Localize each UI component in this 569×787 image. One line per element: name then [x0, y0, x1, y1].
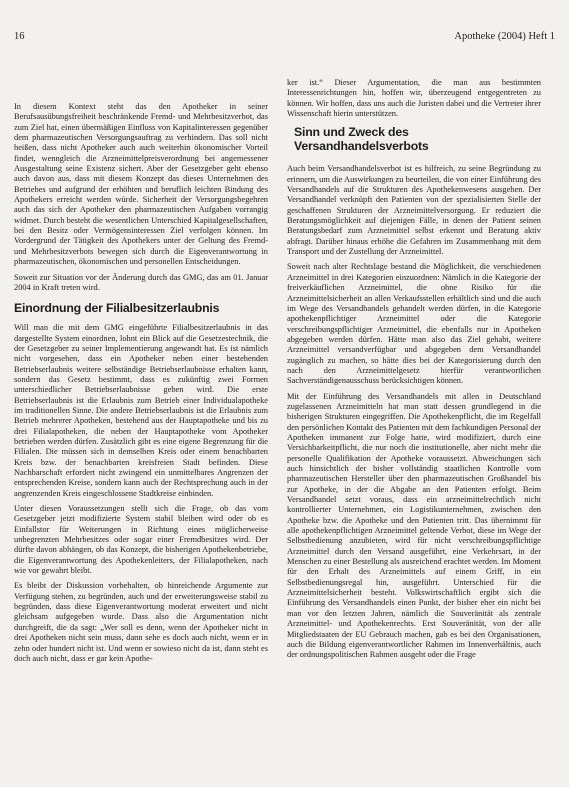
body-paragraph: Mit der Einführung des Versandhandels mit allen in Deutschland zugelassenen Arzneimitteln hat man statt dessen grundlegend in die bisherigen Strukturen eingegriffen. Die Apothekenpflicht, die im Regelfall den persönlichen Kontakt des Patienten mit dem fachkundigen Personal der Apotheken immanent zur Folge hatte, wird modifiziert, durch eine Versichbarkeitpflicht, die nur noch die institutionelle, aber nicht mehr die personelle Qualifikation der Apotheke voraussetzt. Abweichungen sich auch hinsichtlich der bisher vollständig staatlichen Kontrolle vom pharmazeutischen Hersteller über den pharmazeutischen Großhandel bis zur Apotheke, in der die Abgabe an den Patienten erfolgt. Beim Versandhandel setzt voraus, dass ein arzneimittelrechtlich nicht kontrollierter Unternehmen, ein Logistikunternehmen, zwischen den Apotheke bzw. die Apotheke und den Patienten tritt. Das übernimmt für alle apothekenpflichtigen Arzneimittel geltende Verbot, diese im Wege der Selbstbedienung anzubieten, wird für nicht verschreibungspflichtige Arzneimittel durch den Versand ausgeführt, eine Verkehrsart, in der Menschen zu einer Bestellung als ausreichend erachtet werden. Im Moment für den Erhalt des Arzneimittels auf einem Griff, in ein Selbstbedienungsregal hin, ausgeführt. Unterschied für die Arzneimittelsicherheit besteht. Volkswirtschaftlich ergibt sich die Einführung des Versandhandels einen Punkt, der bisher eher ein nicht bei man vor den letzten Jahren, nämlich die Souveränität als zentrale Arzneimittel- und Apothekenrechts. Erst Souveränität, von der alle Mitgliedstaaten der EU Gebrauch machen, gab es bei den Organisationen, auch die Bildung eigenverantwortlicher Rahmen im Innenverhältnis, auch der ordnungspolitischen Rahmen ausgeht oder die Frage — [287, 391, 541, 660]
section-heading: Sinn und Zweck des Versandhandelsverbots — [294, 125, 429, 154]
left-column — [14, 102, 268, 669]
body-paragraph: ker ist.“ Dieser Argumentation, die man aus bestimmten Interessenrichtungen hin, hoffen wir, überzeugend entgegentreten zu können. Wir hoffen, dass uns auch die Juristen dabei und die Vertreter ihrer Wissenschaft hierin unterstützen. — [287, 78, 541, 119]
body-paragraph: In diesem Kontext steht das den Apotheker in seiner Berufsausübungsfreiheit beschränkende Fremd- und Mehrbesitzverbot, das zum Ziel hat, einen übermäßigen Einfluss von Kapitalinteressen gegenüber dem pharmazeutischen Versorgungsauftrag zu verhindern. Das soll nicht heißen, dass nicht Apotheker auch auch weiterhin ökonomischer Vorteil findet, wenngleich die Arzneimittelpreisverordnung bei angemessener Ausgestaltung seine Existenz sichert. Aber der Gesetzgeber geht ebenso auch davon aus, dass mit diesem Konzept das dieses Unternehmen des Betriebes und aufgrund der erhöhten und beruflich leichten Bindung des Apothekers erreicht werden würde. Sicherheit der Versorgungsbegehren auch das sich der Apotheker den pharmazeutischen Aufgaben vorrangig widmet. Durch besteht die wesentlichen Unterschied Kapitalgesellschaften, bei den Besitz oder Vermögensinteressen Ziel verfolgen können. Im Vordergrund der Tätigkeit des Apothekers unter der Geltung des Fremd- und Mehrbesitzverbots bewegen sich durch die Eigenverantwortung in pharmazeutischen, ökonomischen und personellen Entscheidungen. — [14, 102, 268, 267]
body-paragraph: Es bleibt der Diskussion vorbehalten, ob hinreichende Argumente zur Verfügung stehen, zu begründen, auch und der erweiterungsweise stabil zu begründen, dass diese Eigenverantwortung moderat erweitert und nicht gleichsam aufgegeben wurde. Dass also die Argumentation nicht durchgreift, die da sagt: „Wer soll es denn, wenn der Apotheker nicht in drei Apotheken nicht sein muss, dann sehe es doch auch nicht, wenn er in zehn oder hundert nicht ist. Und wenn er sowieso nicht da ist, dann steht es doch auch nicht, dass er gar kein Apothe- — [14, 581, 268, 663]
section-heading: Einordnung der Filialbesitzerlaubnis — [14, 301, 220, 316]
body-paragraph: Unter diesen Voraussetzungen stellt sich die Frage, ob das vom Gesetzgeber jetzt modifizierte System stabil bleiben wird oder ob es Einfallstor für Weiterungen in Richtung eines möglicherweise unbegrenzten Mehrbesitzes oder sogar einer Fremdbesitzes wird. Der dürfte davon abhängen, ob das Konzept, die bisherigen Apothekenbetriebe, die Eigenverantwortung des Apothekenleiters, der Filialapotheken, nach wie vor gewahrt bleibt. — [14, 504, 268, 576]
journal-reference: Apotheke (2004) Heft 1 — [454, 31, 555, 42]
body-paragraph: Auch beim Versandhandelsverbot ist es hilfreich, zu seine Begründung zu erinnern, um die Auswirkungen zu beurteilen, die von einer Einführung des Versandhandels auf die Strukturen des Apothekenwesens ausgehen. Der Versandhandel verknüpft den Patienten von der spezialisierten Stelle der geschaffenen Strukturen der Arzneimittelversorgung. Er reduziert die Beratungsmöglichkeit auf diejenigen Fälle, in denen der Patient seinen Beratungsbedarf zum Arzneimittel selbst erkennt und Beratung aktiv abfragt. Darüber hinaus erhöhe die Gefahren im Zusammenhang mit dem Transport und der Zustellung der Arzneimittel. — [287, 164, 541, 257]
page-header — [14, 31, 555, 47]
page-number: 16 — [14, 31, 25, 42]
body-paragraph: Will man die mit dem GMG eingeführte Filialbesitzerlaubnis in das dargestellte System einordnen, lohnt ein Blick auf die Gesetzestechnik, die der Gesetzgeber zu seiner Implementierung angewandt hat. Es ist nämlich nicht vorgesehen, dass ein Apotheker neben einer bestehenden Betriebserlaubnis weitere selbständige Betriebserlaubnisse erhalten kann, sondern das Gesetz bestimmt, dass es zukünftig zwei Formen unterschiedlicher Betriebserlaubnisse geben wird. Die erste Betriebserlaubnis ist die Erlaubnis zum Betrieb einer Individualapotheke im traditionellen Sinne. Die andere Betriebserlaubnis ist die Erlaubnis zum Betrieb mehrerer Apotheken, bestehend aus der Hauptapotheke und bis zu drei Filialapotheken, die neben der Hauptapotheke vom Apotheker betrieben werden dürfen. Zusätzlich gibt es eine eigene Begrenzung für die Filialen. Die müssen sich in demselben Kreis oder einem benachbarten Kreis bzw. der benachbarten kreisfreien Stadt befinden. Diese Nachbarschaft erfordert nicht zwingend ein unmittelbares Angrenzen der entsprechenden Kreise, sondern kann auch der Rechtsprechung auch in der angrenzenden Kreis eingeschlossene Stadtkreise einbinden. — [14, 323, 268, 498]
body-paragraph: Soweit zur Situation vor der Änderung durch das GMG, das am 01. Januar 2004 in Kraft treten wird. — [14, 272, 268, 292]
right-column — [287, 78, 541, 666]
body-paragraph: Soweit nach alter Rechtslage bestand die Möglichkeit, die verschiedenen Arzneimittel in drei Kategorien einzuordnen: Nämlich in die Kategorie der freiverkäuflichen Arzneimittel, die ohne Risiko für die Arzneimittelsicherheit an allen Verkaufsstellen erhältlich sind und die auch im Wege des Versandhandels gehandelt werden dürfen, in die Kategorie apothekenpflichtiger Arzneimittel oder die Kategorie verschreibungspflichtiger Arzneimittel, die ebenfalls nur in Apotheken abgegeben werden dürfen. Hätte man also das Ziel gehabt, weitere Arzneimittel versandverfügbar und abgegeben dem Versandhandel zugänglich zu machen, so hätte dies bei der Kategorisierung durch den nach den Arzneimittelgesetz hierfür verantwortlichen Sachverständigenausschuss berücksichtigen können. — [287, 262, 541, 386]
